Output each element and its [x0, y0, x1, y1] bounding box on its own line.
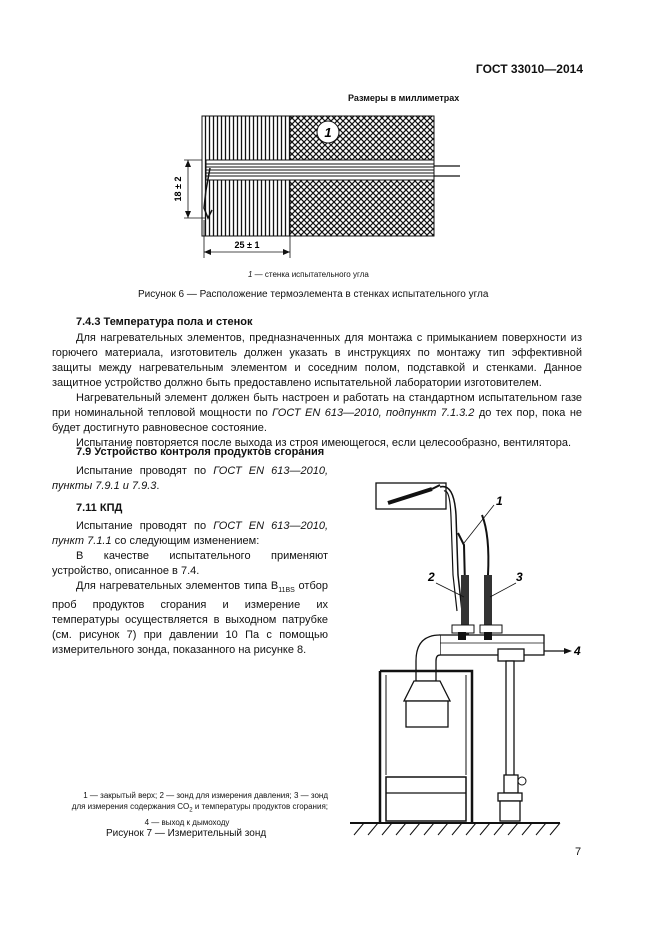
figure-6-callout: 1	[324, 125, 332, 140]
section-7-11-heading: 7.11 КПД	[76, 502, 123, 514]
figure-6-drawing	[160, 100, 460, 270]
section-7-4-3-heading: 7.4.3 Температура пола и стенок	[76, 316, 253, 328]
figure-7-caption: Рисунок 7 — Измерительный зонд	[106, 828, 267, 839]
section-7-9-body: Испытание проводят по ГОСТ EN 613—2010, пункты 7.9.1 и 7.9.3.	[52, 465, 328, 492]
figure-7-label-2: 2	[428, 570, 435, 584]
figure-7-label-3: 3	[516, 570, 523, 584]
figure-7-label-1: 1	[496, 494, 503, 508]
figure-7-legend: 1 — закрытый верх; 2 — зонд для измерения давления; 3 — зонд для измерения содержания $CO_2$ и температуры продуктов сгорания; 4 — выход к дымоходу	[71, 791, 328, 827]
figure-6-dimensions-note: Размеры в миллиметрах	[348, 93, 460, 103]
figure-6-legend: 1 — стенка испытательного угла	[248, 270, 369, 279]
section-7-11-body: Испытание проводят по ГОСТ EN 613—2010, пункт 7.1.1 со следующим изменением: В качестве испытательного применяют устройство, описанное в 7.4. Для нагревательных элементов типа $B_{11BS}$ отбор проб продуктов сгорания и измерение их температуры осуществляется в выходном патрубке (см. рисунок 7) при давлении 10 Па с помощью измерительного зонда, показанного на рисунке 8.	[52, 520, 328, 657]
section-7-4-3-body: Для нагревательных элементов, предназначенных для монтажа с примыканием поверхности из горючего материала, изготовитель должен указать в инструкциях по монтажу тип эффективной защиты между нагревательным элементом и соседним полом, подставкой и стенками. Данное защитное устройство должно быть предоставлено испытательной лаборатории изготовителем. Нагревательный элемент должен быть настроен и работать на стандартном испытательном газе при номинальной тепловой мощности по ГОСТ EN 613—2010, подпункт 7.1.3.2 до тех пор, пока не будет достигнуто равновесное состояние. Испытание повторяется после выхода из строя имеющегося, если целесообразно, вентилятора.	[52, 332, 583, 449]
dim-vertical: 18 ± 2	[173, 176, 183, 202]
figure-7-label-4: 4	[574, 644, 581, 658]
dim-horizontal: 25 ± 1	[234, 240, 260, 250]
figure-6-caption: Рисунок 6 — Расположение термоэлемента в стенках испытательного угла	[138, 289, 489, 300]
section-7-9-heading: 7.9 Устройство контроля продуктов сгорания	[76, 446, 325, 458]
figure-7-drawing	[340, 475, 580, 840]
standard-header: ГОСТ 33010—2014	[475, 62, 583, 76]
page-number: 7	[575, 846, 582, 858]
